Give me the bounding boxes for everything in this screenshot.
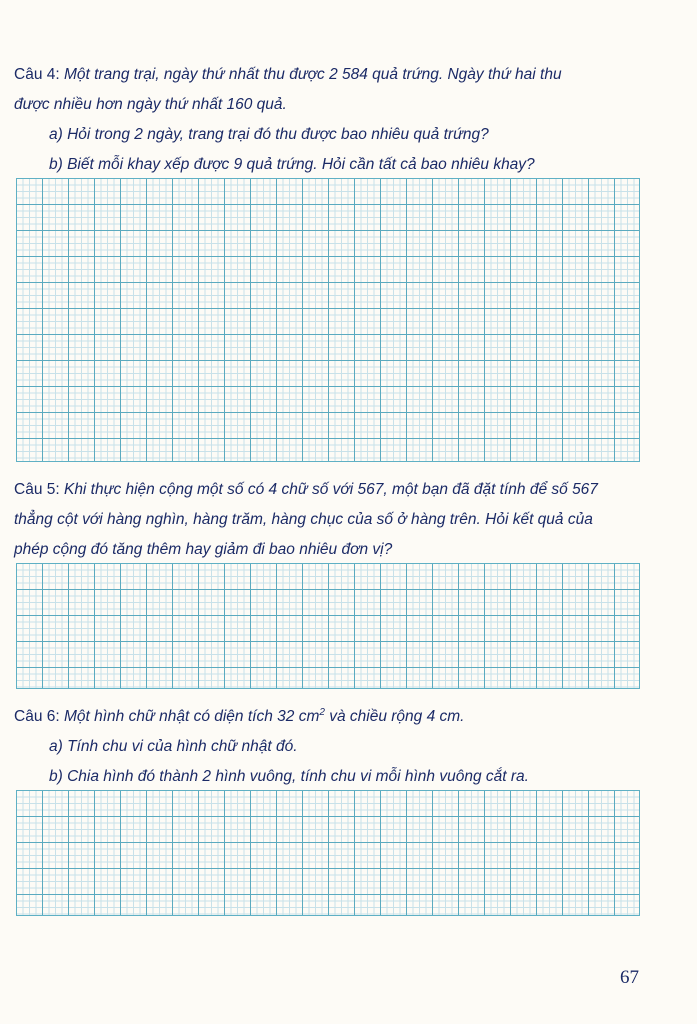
superscript-2: 2 xyxy=(319,706,325,718)
question-4-part-b: b) Biết mỗi khay xếp được 9 quả trứng. Hỏi cần tất cả bao nhiêu khay? xyxy=(49,156,535,173)
question-6-line-1: Câu 6: Một hình chữ nhật có diện tích 32 $cm^2$ và chiều rộng 4 cm. xyxy=(14,706,465,725)
question-5-line-1: Câu 5: Khi thực hiện cộng một số có 4 chữ số với 567, một bạn đã đặt tính để số 567 xyxy=(14,481,598,498)
question-4-label: Câu 4: xyxy=(14,66,60,83)
question-4-part-a: a) Hỏi trong 2 ngày, trang trại đó thu được bao nhiêu quả trứng? xyxy=(49,126,489,143)
page-number: 67 xyxy=(620,967,639,988)
question-6-part-b: b) Chia hình đó thành 2 hình vuông, tính chu vi mỗi hình vuông cắt ra. xyxy=(49,768,529,785)
question-5 xyxy=(14,475,674,565)
question-4-line-2: được nhiều hơn ngày thứ nhất 160 quả. xyxy=(14,96,287,113)
answer-grid-question-4[interactable] xyxy=(16,178,640,462)
question-4 xyxy=(14,60,674,180)
question-6-part-a: a) Tính chu vi của hình chữ nhật đó. xyxy=(49,738,298,755)
question-6-label: Câu 6: xyxy=(14,708,60,725)
question-6 xyxy=(14,702,674,792)
question-5-line-3: phép cộng đó tăng thêm hay giảm đi bao nhiêu đơn vị? xyxy=(14,541,393,558)
answer-grid-question-5[interactable] xyxy=(16,563,640,689)
question-4-line-1: Câu 4: Một trang trại, ngày thứ nhất thu được 2 584 quả trứng. Ngày thứ hai thu xyxy=(14,66,562,83)
answer-grid-question-6[interactable] xyxy=(16,790,640,916)
question-5-label: Câu 5: xyxy=(14,481,60,498)
question-5-line-2: thẳng cột với hàng nghìn, hàng trăm, hàng chục của số ở hàng trên. Hỏi kết quả của xyxy=(14,511,593,528)
